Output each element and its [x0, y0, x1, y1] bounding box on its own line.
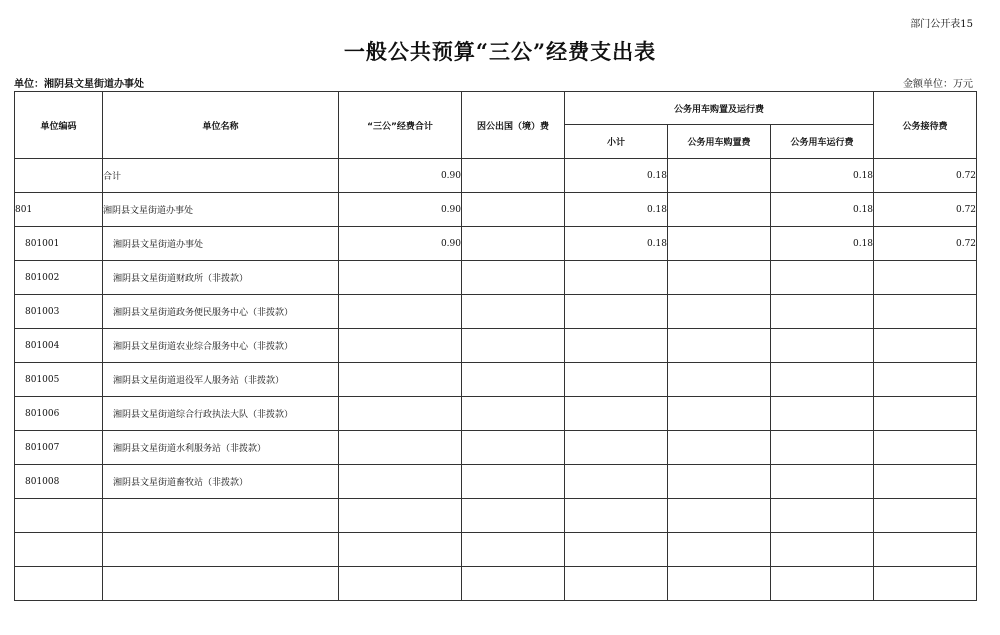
cell-vehicle-purchase — [668, 227, 771, 261]
cell-total — [339, 261, 462, 295]
cell-unit-name: 湘阴县文星街道办事处 — [103, 227, 339, 261]
cell-reception — [874, 465, 977, 499]
cell-vehicle-purchase — [668, 363, 771, 397]
cell-vehicle-purchase — [668, 533, 771, 567]
cell-vehicle-running — [771, 329, 874, 363]
header-vehicle-purchase: 公务用车购置费 — [668, 125, 771, 159]
table-row — [15, 465, 977, 499]
cell-unit-code: 801001 — [15, 227, 103, 261]
header-total: “三公”经费合计 — [339, 92, 462, 159]
cell-vehicle-subtotal — [565, 567, 668, 601]
table-row — [15, 567, 977, 601]
cell-vehicle-subtotal — [565, 533, 668, 567]
cell-reception — [874, 295, 977, 329]
cell-unit-name — [103, 567, 339, 601]
table-row — [15, 363, 977, 397]
cell-abroad — [462, 261, 565, 295]
unit-label: 单位：湘阴县文星街道办事处 — [14, 79, 144, 90]
cell-vehicle-subtotal: 0.18 — [565, 193, 668, 227]
cell-vehicle-running — [771, 567, 874, 601]
cell-vehicle-running: 0.18 — [771, 193, 874, 227]
cell-abroad — [462, 397, 565, 431]
cell-total — [339, 533, 462, 567]
cell-vehicle-running: 0.18 — [771, 227, 874, 261]
cell-unit-name: 合计 — [103, 159, 339, 193]
table-row — [15, 499, 977, 533]
cell-total: 0.90 — [339, 227, 462, 261]
cell-reception — [874, 397, 977, 431]
cell-reception — [874, 499, 977, 533]
cell-unit-name — [103, 499, 339, 533]
cell-unit-name: 湘阴县文星街道财政所（非拨款） — [103, 261, 339, 295]
cell-unit-name — [103, 533, 339, 567]
cell-vehicle-subtotal — [565, 499, 668, 533]
cell-total — [339, 431, 462, 465]
table-row — [15, 431, 977, 465]
cell-total — [339, 363, 462, 397]
cell-vehicle-subtotal — [565, 329, 668, 363]
cell-unit-code: 801004 — [15, 329, 103, 363]
table-row — [15, 193, 977, 227]
cell-unit-code — [15, 159, 103, 193]
header-unit-code: 单位编码 — [15, 92, 103, 159]
cell-reception — [874, 567, 977, 601]
cell-vehicle-subtotal — [565, 261, 668, 295]
table-number-note: 部门公开表15 — [910, 19, 973, 30]
cell-unit-name: 湘阴县文星街道办事处 — [103, 193, 339, 227]
cell-reception — [874, 363, 977, 397]
amount-unit-label: 金额单位：万元 — [903, 79, 973, 90]
cell-unit-name: 湘阴县文星街道水利服务站（非拨款） — [103, 431, 339, 465]
cell-total — [339, 295, 462, 329]
cell-reception: 0.72 — [874, 159, 977, 193]
cell-total — [339, 397, 462, 431]
cell-unit-name: 湘阴县文星街道退役军人服务站（非拨款） — [103, 363, 339, 397]
cell-unit-name: 湘阴县文星街道农业综合服务中心（非拨款） — [103, 329, 339, 363]
page-title: 一般公共预算“三公”经费支出表 — [343, 39, 657, 64]
cell-abroad — [462, 363, 565, 397]
cell-vehicle-running: 0.18 — [771, 159, 874, 193]
cell-total: 0.90 — [339, 193, 462, 227]
cell-reception: 0.72 — [874, 193, 977, 227]
cell-vehicle-running — [771, 465, 874, 499]
cell-unit-code: 801003 — [15, 295, 103, 329]
cell-unit-code: 801008 — [15, 465, 103, 499]
table-row — [15, 329, 977, 363]
cell-vehicle-subtotal — [565, 397, 668, 431]
cell-abroad — [462, 295, 565, 329]
header-unit-name: 单位名称 — [103, 92, 339, 159]
cell-vehicle-subtotal — [565, 363, 668, 397]
cell-vehicle-running — [771, 261, 874, 295]
header-abroad: 因公出国（境）费 — [462, 92, 565, 159]
cell-vehicle-purchase — [668, 329, 771, 363]
expenditure-table — [14, 91, 977, 601]
cell-vehicle-purchase — [668, 499, 771, 533]
table-row — [15, 159, 977, 193]
cell-vehicle-subtotal: 0.18 — [565, 227, 668, 261]
header-reception: 公务接待费 — [874, 92, 977, 159]
cell-vehicle-purchase — [668, 397, 771, 431]
cell-vehicle-purchase — [668, 159, 771, 193]
cell-vehicle-purchase — [668, 567, 771, 601]
cell-abroad — [462, 567, 565, 601]
cell-reception — [874, 329, 977, 363]
cell-abroad — [462, 533, 565, 567]
cell-vehicle-running — [771, 397, 874, 431]
cell-total — [339, 329, 462, 363]
cell-abroad — [462, 499, 565, 533]
cell-vehicle-running — [771, 431, 874, 465]
header-vehicle-group: 公务用车购置及运行费 — [565, 92, 874, 125]
cell-total — [339, 465, 462, 499]
cell-vehicle-purchase — [668, 261, 771, 295]
table-row — [15, 261, 977, 295]
cell-vehicle-purchase — [668, 465, 771, 499]
cell-unit-code: 801 — [15, 193, 103, 227]
table-row — [15, 227, 977, 261]
cell-vehicle-subtotal — [565, 295, 668, 329]
table-row — [15, 295, 977, 329]
cell-vehicle-running — [771, 533, 874, 567]
cell-unit-code — [15, 499, 103, 533]
cell-abroad — [462, 431, 565, 465]
cell-reception: 0.72 — [874, 227, 977, 261]
table-row — [15, 533, 977, 567]
cell-reception — [874, 261, 977, 295]
cell-reception — [874, 533, 977, 567]
cell-reception — [874, 431, 977, 465]
cell-total — [339, 567, 462, 601]
cell-vehicle-running — [771, 363, 874, 397]
cell-unit-code: 801006 — [15, 397, 103, 431]
cell-abroad — [462, 227, 565, 261]
cell-unit-name: 湘阴县文星街道畜牧站（非拨款） — [103, 465, 339, 499]
cell-unit-code — [15, 533, 103, 567]
table-row — [15, 397, 977, 431]
cell-vehicle-purchase — [668, 193, 771, 227]
header-vehicle-running: 公务用车运行费 — [771, 125, 874, 159]
cell-unit-code — [15, 567, 103, 601]
cell-vehicle-subtotal: 0.18 — [565, 159, 668, 193]
cell-abroad — [462, 159, 565, 193]
cell-vehicle-subtotal — [565, 431, 668, 465]
cell-vehicle-running — [771, 499, 874, 533]
cell-abroad — [462, 193, 565, 227]
cell-abroad — [462, 329, 565, 363]
cell-abroad — [462, 465, 565, 499]
cell-unit-name: 湘阴县文星街道综合行政执法大队（非拨款） — [103, 397, 339, 431]
header-vehicle-subtotal: 小计 — [565, 125, 668, 159]
cell-unit-name: 湘阴县文星街道政务便民服务中心（非拨款） — [103, 295, 339, 329]
cell-unit-code: 801007 — [15, 431, 103, 465]
cell-vehicle-subtotal — [565, 465, 668, 499]
cell-total: 0.90 — [339, 159, 462, 193]
cell-total — [339, 499, 462, 533]
cell-vehicle-purchase — [668, 295, 771, 329]
cell-vehicle-purchase — [668, 431, 771, 465]
cell-unit-code: 801002 — [15, 261, 103, 295]
cell-vehicle-running — [771, 295, 874, 329]
cell-unit-code: 801005 — [15, 363, 103, 397]
